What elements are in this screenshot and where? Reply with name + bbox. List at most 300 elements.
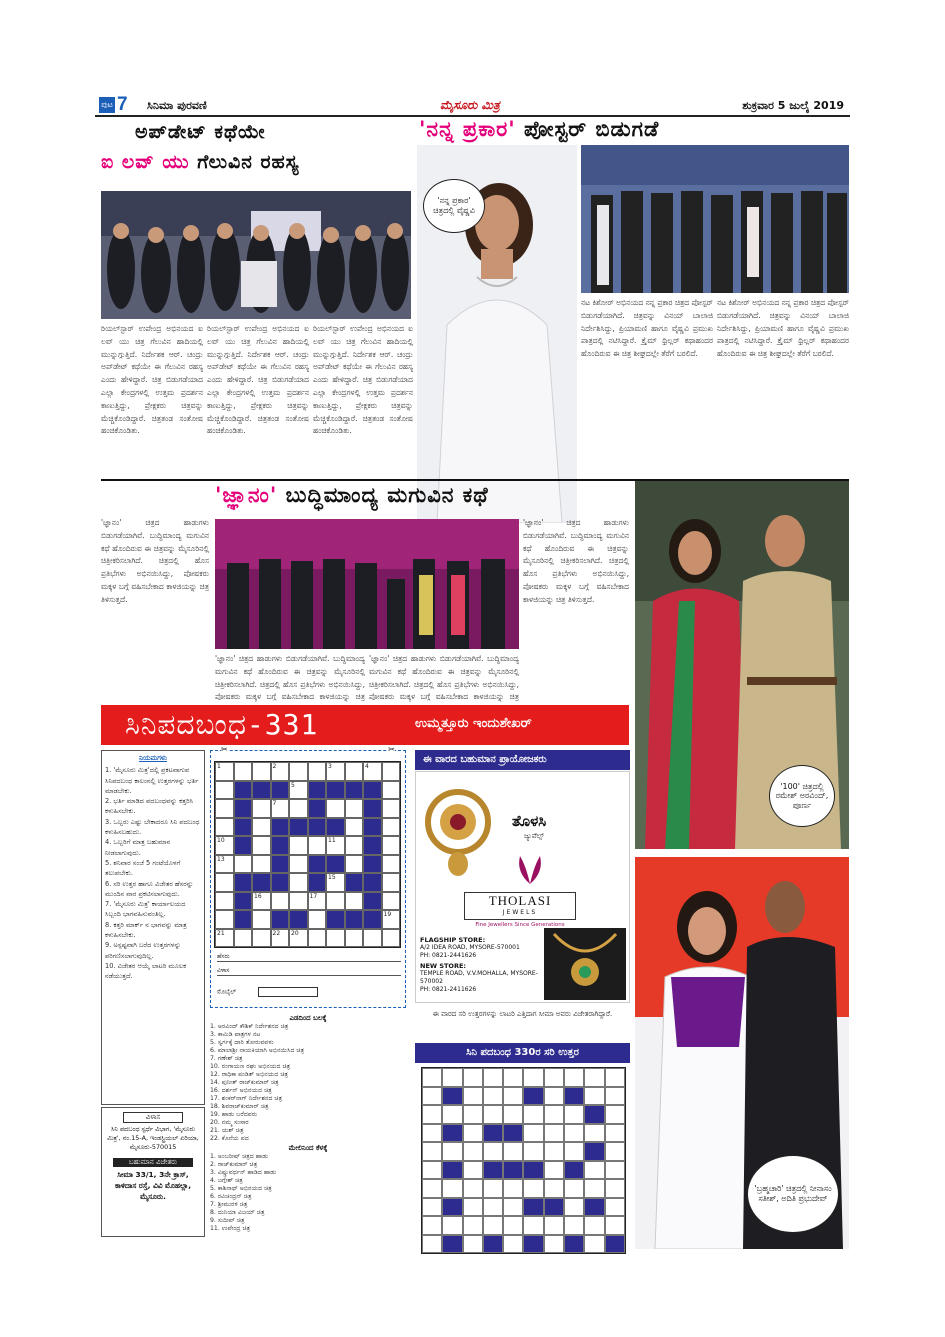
story3-headline-highlight: 'ಜ್ಞಾನಂ'	[215, 483, 278, 507]
grid-cell	[271, 910, 290, 929]
clue-item: 19. ಹಾಡು ಬರೆದವರು	[210, 1111, 258, 1118]
sponsor-header: ಈ ವಾರದ ಬಹುಮಾನ ಪ್ರಾಯೋಜಕರು	[415, 750, 630, 770]
clue-item: 3. ಕಾಮಿಡಿ ಪಾತ್ರಗಳ ನಟ	[210, 1031, 261, 1038]
answer-cell	[442, 1087, 462, 1106]
clue-item: 6. ಮಾಲಾಶ್ರೀ ನಾಯಕಿಯಾಗಿ ಅಭಿನಯಿಸಿದ ಚಿತ್ರ	[210, 1047, 305, 1054]
rule-item: 8. ಕತ್ತರಿ ಮಾರ್ಕ್ ನ ಭಾಗವನ್ನು ಮಾತ್ರ ಕಳುಹಿಸಬೇಕು.	[105, 920, 187, 940]
grid-cell	[252, 873, 271, 892]
clue-item: 7. ಶ್ರೀಮುರಳಿ ಚಿತ್ರ	[210, 1201, 248, 1208]
grid-cell[interactable]	[289, 892, 308, 911]
grid-cell[interactable]	[308, 929, 327, 948]
answer-cell	[605, 1105, 625, 1124]
clue-item: 11. ಉಪೇಂದ್ರ ಚಿತ್ರ	[210, 1225, 251, 1232]
clue-item: 10. ರಂಗಾಯಣ ರಘು ಅಭಿನಯದ ಚಿತ್ರ	[210, 1063, 291, 1070]
answer-cell	[564, 1105, 584, 1124]
answer-cell	[463, 1124, 483, 1143]
sponsor-sub: ಜ್ಯುವೆಲ್ಸ್	[524, 832, 544, 840]
answer-cell	[422, 1235, 442, 1254]
grid-cell[interactable]	[215, 873, 234, 892]
grid-cell[interactable]	[382, 836, 401, 855]
grid-cell[interactable]: 3	[326, 762, 345, 781]
grid-cell	[234, 910, 253, 929]
grid-cell[interactable]: 19	[382, 910, 401, 929]
answer-cell	[422, 1216, 442, 1235]
clue-item: 5. ಕಾಶಿನಾಥ್ ಅಭಿನಯದ ಚಿತ್ರ	[210, 1185, 272, 1192]
answer-cell	[463, 1179, 483, 1198]
clue-item: 3. ವಿಷ್ಣುವರ್ಧನ್ ಹಾಡಿದ ಹಾಡು	[210, 1169, 277, 1176]
grid-cell[interactable]	[345, 836, 364, 855]
answer-cell	[523, 1068, 543, 1087]
clue-item: 22. ಕೊನೆಯ ಪದ	[210, 1135, 249, 1142]
answer-cell	[523, 1179, 543, 1198]
answer-cell	[564, 1216, 584, 1235]
rule-item: 6. ಸರಿ ಉತ್ತರ ಹಾಗೂ ವಿಜೇತರ ಹೆಸರನ್ನು ಮುಂದಿನ ವಾರ ಪ್ರಕಟಿಸಲಾಗುವುದು.	[105, 879, 194, 898]
answer-cell	[605, 1161, 625, 1180]
crossword-author: ಉಮ್ಮತ್ತೂರು ಇಂದುಶೇಖರ್	[415, 716, 532, 731]
story3-headline-rest: ಬುದ್ಧಿಮಾಂದ್ಯ ಮಗುವಿನ ಕಥೆ	[285, 483, 489, 507]
grid-cell[interactable]	[382, 799, 401, 818]
answer-cell	[503, 1124, 523, 1143]
story3-group-photo	[215, 519, 519, 649]
answer-cell	[584, 1179, 604, 1198]
answer-cell	[422, 1161, 442, 1180]
grid-cell[interactable]	[382, 781, 401, 800]
clue-item: 18. ಶಿವರಾಜ್‌ಕುಮಾರ್ ಚಿತ್ರ	[210, 1103, 269, 1110]
grid-cell[interactable]	[382, 873, 401, 892]
grid-cell[interactable]	[252, 855, 271, 874]
grid-cell	[326, 855, 345, 874]
story1-column-3: ರಿಯಲ್‌ಸ್ಟಾರ್ ಉಪೇಂದ್ರ ಅಭಿನಯದ ಐ ಲವ್ ಯು ಚಿತ್ರ ಗೆಲುವಿನ ಹಾದಿಯಲ್ಲಿ ಮುನ್ನುಗ್ಗುತ್ತಿದೆ. ನಿರ್ದೇಶಕ ಆರ್. ಚಂದ್ರು ಅಪ್‌ಡೇಟ್ ಕಥೆಯೇ ಈ ಗೆಲುವಿನ ರಹಸ್ಯ ಎಂದು ಹೇಳಿದ್ದಾರೆ. ಚಿತ್ರ ಬಿಡುಗಡೆಯಾದ ಎಲ್ಲಾ ಕೇಂದ್ರಗಳಲ್ಲಿ ಉತ್ತಮ ಪ್ರದರ್ಶನ ಕಾಣುತ್ತಿದ್ದು, ಪ್ರೇಕ್ಷಕರು ಚಿತ್ರವನ್ನು ಮೆಚ್ಚಿಕೊಂಡಿದ್ದಾರೆ. ಚಿತ್ರತಂಡ ಸಂತೋಷ ಹಂಚಿಕೊಂಡಿತು.	[313, 324, 413, 436]
clue-item: 2. ರಾಜ್‌ಕುಮಾರ್ ಚಿತ್ರ	[210, 1161, 258, 1168]
answer-cell	[523, 1124, 543, 1143]
pendant-icon	[544, 928, 626, 1000]
answer-cell	[605, 1198, 625, 1217]
answer-cell	[463, 1235, 483, 1254]
grid-cell	[271, 873, 290, 892]
scissors-icon: ✂	[221, 745, 228, 754]
answer-cell	[463, 1068, 483, 1087]
story1-headline-line1: ಅಪ್‌ಡೇಟ್ ಕಥೆಯೇ	[135, 121, 266, 143]
clues-across-title: ಎಡದಿಂದ ಬಲಕ್ಕೆ	[289, 1014, 327, 1022]
answer-cell	[422, 1087, 442, 1106]
story1-column-2: ರಿಯಲ್‌ಸ್ಟಾರ್ ಉಪೇಂದ್ರ ಅಭಿನಯದ ಐ ಲವ್ ಯು ಚಿತ್ರ ಗೆಲುವಿನ ಹಾದಿಯಲ್ಲಿ ಮುನ್ನುಗ್ಗುತ್ತಿದೆ. ನಿರ್ದೇಶಕ ಆರ್. ಚಂದ್ರು ಅಪ್‌ಡೇಟ್ ಕಥೆಯೇ ಈ ಗೆಲುವಿನ ರಹಸ್ಯ ಎಂದು ಹೇಳಿದ್ದಾರೆ. ಚಿತ್ರ ಬಿಡುಗಡೆಯಾದ ಎಲ್ಲಾ ಕೇಂದ್ರಗಳಲ್ಲಿ ಉತ್ತಮ ಪ್ರದರ್ಶನ ಕಾಣುತ್ತಿದ್ದು, ಪ್ರೇಕ್ಷಕರು ಚಿತ್ರವನ್ನು ಮೆಚ್ಚಿಕೊಂಡಿದ್ದಾರೆ. ಚಿತ್ರತಂಡ ಸಂತೋಷ ಹಂಚಿಕೊಂಡಿತು.	[207, 324, 309, 436]
phone-boxes[interactable]	[258, 987, 318, 997]
story1-column-1: ರಿಯಲ್‌ಸ್ಟಾರ್ ಉಪೇಂದ್ರ ಅಭಿನಯದ ಐ ಲವ್ ಯು ಚಿತ್ರ ಗೆಲುವಿನ ಹಾದಿಯಲ್ಲಿ ಮುನ್ನುಗ್ಗುತ್ತಿದೆ. ನಿರ್ದೇಶಕ ಆರ್. ಚಂದ್ರು ಅಪ್‌ಡೇಟ್ ಕಥೆಯೇ ಈ ಗೆಲುವಿನ ರಹಸ್ಯ ಎಂದು ಹೇಳಿದ್ದಾರೆ. ಚಿತ್ರ ಬಿಡುಗಡೆಯಾದ ಎಲ್ಲಾ ಕೇಂದ್ರಗಳಲ್ಲಿ ಉತ್ತಮ ಪ್ರದರ್ಶನ ಕಾಣುತ್ತಿದ್ದು, ಪ್ರೇಕ್ಷಕರು ಚಿತ್ರವನ್ನು ಮೆಚ್ಚಿಕೊಂಡಿದ್ದಾರೆ. ಚಿತ್ರತಂಡ ಸಂತೋಷ ಹಂಚಿಕೊಂಡಿತು.	[101, 324, 203, 436]
answer-cell	[544, 1179, 564, 1198]
answer-cell	[584, 1068, 604, 1087]
answer-cell	[584, 1216, 604, 1235]
clues-down-title: ಮೇಲಿನಿಂದ ಕೆಳಕ್ಕೆ	[288, 1144, 328, 1152]
grid-cell[interactable]: 10	[215, 836, 234, 855]
grid-cell	[234, 892, 253, 911]
answer-cell	[483, 1216, 503, 1235]
grid-cell	[308, 818, 327, 837]
answer-cell	[605, 1216, 625, 1235]
form-address-label: ವಿಳಾಸ	[217, 967, 230, 974]
answer-cell	[564, 1124, 584, 1143]
answer-cell	[442, 1216, 462, 1235]
rule-item: 9. ಅಸ್ಪಷ್ಟವಾಗಿ ಬರೆದ ಉತ್ತರಗಳನ್ನು ಪರಿಗಣಿಸಲಾಗುವುದಿಲ್ಲ.	[105, 941, 181, 960]
answer-cell	[503, 1087, 523, 1106]
grid-cell[interactable]	[308, 836, 327, 855]
grid-cell[interactable]: 2	[271, 762, 290, 781]
grid-cell[interactable]	[382, 929, 401, 948]
grid-cell[interactable]	[252, 836, 271, 855]
clue-item: 9. ಸುದೀಪ್ ಚಿತ್ರ	[210, 1217, 245, 1224]
answer-cell	[584, 1198, 604, 1217]
winner-box-text: ಸೀಮಾ 33/1, 3ನೇ ಕ್ರಾಸ್, ಕಾಳಿದಾಸ ರಸ್ತೆ, ವಿವಿ ಮೊಹಲ್ಲಾ, ಮೈಸೂರು.	[114, 1170, 192, 1201]
grid-cell[interactable]	[215, 818, 234, 837]
answer-cell	[463, 1216, 483, 1235]
masthead: ಮೈಸೂರು ಮಿತ್ರ	[440, 98, 500, 112]
page-header	[95, 95, 850, 117]
grid-cell[interactable]	[252, 910, 271, 929]
grid-cell[interactable]	[215, 910, 234, 929]
grid-cell[interactable]: 17	[308, 892, 327, 911]
grid-cell[interactable]	[345, 892, 364, 911]
grid-cell	[234, 818, 253, 837]
grid-cell	[363, 781, 382, 800]
crossword-address-box	[101, 1107, 205, 1237]
grid-cell	[308, 855, 327, 874]
answer-cell	[442, 1142, 462, 1161]
grid-cell	[234, 799, 253, 818]
grid-cell[interactable]: 22	[271, 929, 290, 948]
grid-cell	[363, 892, 382, 911]
issue-date: ಶುಕ್ರವಾರ 5 ಜುಲೈ 2019	[742, 99, 844, 112]
grid-cell[interactable]	[326, 799, 345, 818]
answer-cell	[422, 1068, 442, 1087]
answer-cell	[544, 1198, 564, 1217]
grid-cell	[363, 818, 382, 837]
answer-cell	[523, 1087, 543, 1106]
form-name-field[interactable]	[217, 953, 401, 962]
grid-cell[interactable]	[234, 855, 253, 874]
grid-cell	[289, 818, 308, 837]
crossword-title: ಸಿನಿಪದಬಂಧ-331	[125, 708, 319, 741]
grid-cell[interactable]	[289, 762, 308, 781]
grid-cell	[345, 873, 364, 892]
answer-cell	[442, 1161, 462, 1180]
answer-cell	[442, 1179, 462, 1198]
grid-cell[interactable]	[252, 799, 271, 818]
grid-cell[interactable]	[289, 873, 308, 892]
form-phone-field[interactable]	[217, 987, 318, 997]
answer-cell	[503, 1068, 523, 1087]
answer-cell	[463, 1142, 483, 1161]
winner-note: ಈ ವಾರದ ಸರಿ ಉತ್ತರಗಳನ್ನು ಲಾಟರಿ ಎತ್ತಿದಾಗ ಸೀಮಾ ಅವರು ವಿಜೇತರಾಗಿದ್ದಾರೆ.	[432, 1010, 613, 1018]
story3-column-1: 'ಜ್ಞಾನಂ' ಚಿತ್ರದ ಹಾಡುಗಳು ಬಿಡುಗಡೆಯಾಗಿವೆ. ಬುದ್ಧಿಮಾಂದ್ಯ ಮಗುವಿನ ಕಥೆ ಹೊಂದಿರುವ ಈ ಚಿತ್ರವನ್ನು ಮೈಸೂರಿನಲ್ಲಿ ಚಿತ್ರೀಕರಿಸಲಾಗಿದೆ. ಚಿತ್ರದಲ್ಲಿ ಹೊಸ ಪ್ರತಿಭೆಗಳು ಅಭಿನಯಿಸಿದ್ದು, ಪೋಷಕರು ಮಕ್ಕಳ ಬಗ್ಗೆ ವಹಿಸಬೇಕಾದ ಕಾಳಜಿಯನ್ನು ಚಿತ್ರ ತಿಳಿಸುತ್ತದೆ.	[101, 518, 209, 604]
grid-cell[interactable]	[234, 929, 253, 948]
answer-cell	[463, 1105, 483, 1124]
answer-cell	[483, 1235, 503, 1254]
grid-cell[interactable]	[308, 910, 327, 929]
grid-cell[interactable]: 1	[215, 762, 234, 781]
grid-cell[interactable]	[382, 892, 401, 911]
form-address-field[interactable]	[217, 967, 401, 976]
story3-headline	[215, 483, 489, 508]
brand-name: THOLASI	[488, 893, 552, 908]
grid-cell[interactable]	[345, 799, 364, 818]
clue-item: 4. ಜಗ್ಗೇಶ್ ಚಿತ್ರ	[210, 1177, 243, 1184]
flagship-label: FLAGSHIP STORE:	[420, 936, 486, 944]
answer-cell	[503, 1179, 523, 1198]
grid-cell[interactable]	[252, 762, 271, 781]
grid-cell	[289, 910, 308, 929]
crossword-rules	[101, 750, 205, 1105]
answer-cell	[605, 1124, 625, 1143]
story2-headline	[419, 117, 659, 142]
answer-cell	[503, 1198, 523, 1217]
answer-cell	[523, 1235, 543, 1254]
answer-cell	[442, 1105, 462, 1124]
brand-tagline: Fine Jewellers Since Generations	[475, 922, 565, 928]
answer-cell	[422, 1124, 442, 1143]
answer-cell	[483, 1105, 503, 1124]
answer-cell	[463, 1198, 483, 1217]
answer-cell	[605, 1179, 625, 1198]
answer-cell	[483, 1087, 503, 1106]
answer-cell	[564, 1179, 584, 1198]
crossword-banner	[101, 705, 629, 745]
answer-cell	[422, 1179, 442, 1198]
answer-cell	[544, 1087, 564, 1106]
grid-cell[interactable]: 4	[363, 762, 382, 781]
answer-cell	[564, 1142, 584, 1161]
grid-cell	[252, 781, 271, 800]
film-brahmachari-caption: 'ಬ್ರಹ್ಮಚಾರಿ' ಚಿತ್ರದಲ್ಲಿ ನೀನಾಸಂ ಸತೀಶ್, ಅದಿತಿ ಪ್ರಭುದೇವ್	[747, 1155, 839, 1233]
answer-cell	[442, 1198, 462, 1217]
sponsor-name: ತೊಳಸಿ	[512, 812, 547, 830]
story2-column-2: ನಟ ಕಿಶೋರ್ ಅಭಿನಯದ ನನ್ನ ಪ್ರಕಾರ ಚಿತ್ರದ ಪೋಸ್ಟರ್ ಬಿಡುಗಡೆಯಾಗಿದೆ. ಚಿತ್ರವನ್ನು ವಿನಯ್ ಬಾಲಾಜಿ ನಿರ್ದೇಶಿಸಿದ್ದು, ಪ್ರಿಯಾಮಣಿ ಹಾಗೂ ವೈಷ್ಣವಿ ಪ್ರಮುಖ ಪಾತ್ರದಲ್ಲಿ ನಟಿಸಿದ್ದಾರೆ. ಕ್ರೈಮ್ ಥ್ರಿಲ್ಲರ್ ಕಥಾಹಂದರ ಹೊಂದಿರುವ ಈ ಚಿತ್ರ ಶೀಘ್ರದಲ್ಲೇ ತೆರೆಗೆ ಬರಲಿದೆ.	[717, 298, 849, 359]
crossword-cutout[interactable]	[210, 745, 406, 1008]
answer-cell	[483, 1124, 503, 1143]
answer-cell	[564, 1068, 584, 1087]
winner-box-title: ಬಹುಮಾನ ವಿಜೇತರು	[113, 1158, 193, 1167]
grid-cell[interactable]	[215, 781, 234, 800]
answer-cell	[564, 1161, 584, 1180]
rule-item: 4. ಒಬ್ಬರಿಗೆ ಮಾತ್ರ ಬಹುಮಾನ ನೀಡಲಾಗುವುದು.	[105, 838, 171, 857]
clue-item: 17. ಶಂಕರ್‌ನಾಗ್ ನಿರ್ದೇಶನದ ಚಿತ್ರ	[210, 1095, 283, 1102]
story2-headline-rest: ಪೋಸ್ಟರ್ ಬಿಡುಗಡೆ	[524, 117, 660, 141]
answer-cell	[503, 1105, 523, 1124]
grid-cell	[234, 836, 253, 855]
answer-cell	[463, 1161, 483, 1180]
rule-item: 1. 'ಮೈಸೂರು ಮಿತ್ರ'ದಲ್ಲಿ ಪ್ರಕಟವಾಗುವ ಸಿನಿಪದಬಂಧ ಕಾಲಂನಲ್ಲಿ ಉತ್ತರಗಳನ್ನು ಭರ್ತಿ ಮಾಡಬೇಕು.	[105, 766, 199, 795]
clue-item: 21. ಯಶ್ ಚಿತ್ರ	[210, 1127, 244, 1134]
answer-cell	[523, 1105, 543, 1124]
rule-item: 5. ಶನಿವಾರ ಸಂಜೆ 5 ಗಂಟೆಯೊಳಗೆ ತಲುಪಬೇಕು.	[105, 858, 181, 878]
new-store-address: TEMPLE ROAD, V.V.MOHALLA, MYSORE-570002	[420, 970, 538, 985]
answer-cell	[584, 1161, 604, 1180]
grid-cell[interactable]	[326, 929, 345, 948]
story2-photo-tag: 'ನನ್ನ ಪ್ರಕಾರ' ಚಿತ್ರದಲ್ಲಿ ವೈಷ್ಣವಿ	[423, 179, 485, 233]
grid-cell	[363, 836, 382, 855]
clue-item: 8. ದುನಿಯಾ ವಿಜಯ್ ಚಿತ್ರ	[210, 1209, 265, 1216]
grid-cell[interactable]	[345, 818, 364, 837]
brand-box	[464, 892, 576, 920]
grid-cell[interactable]	[289, 855, 308, 874]
grid-cell	[326, 781, 345, 800]
answer-cell	[544, 1105, 564, 1124]
answer-cell	[483, 1161, 503, 1180]
brand-sub: JEWELS	[502, 909, 538, 916]
answer-cell	[483, 1198, 503, 1217]
grid-cell[interactable]	[289, 799, 308, 818]
answer-cell	[544, 1068, 564, 1087]
story1-headline-line2	[101, 151, 299, 173]
answer-cell	[544, 1124, 564, 1143]
answer-cell	[503, 1216, 523, 1235]
grid-cell[interactable]: 7	[271, 799, 290, 818]
grid-cell[interactable]: 13	[215, 855, 234, 874]
grid-cell	[308, 873, 327, 892]
grid-cell[interactable]	[215, 799, 234, 818]
grid-cell	[271, 781, 290, 800]
necklace-icon	[422, 778, 494, 878]
answer-cell	[523, 1216, 543, 1235]
answer-cell	[544, 1142, 564, 1161]
answer-cell	[544, 1216, 564, 1235]
grid-cell[interactable]	[215, 892, 234, 911]
grid-cell	[326, 818, 345, 837]
clues-down-list	[210, 1153, 406, 1233]
grid-cell[interactable]	[363, 929, 382, 948]
answer-cell	[503, 1161, 523, 1180]
story1-headline-highlight: ಐ ಲವ್ ಯು	[101, 151, 190, 173]
grid-cell[interactable]	[382, 818, 401, 837]
clue-item: 16. ದರ್ಶನ್ ಅಭಿನಯದ ಚಿತ್ರ	[210, 1087, 272, 1094]
answer-cell	[523, 1198, 543, 1217]
rule-item: 3. ಒಬ್ಬರು ಎಷ್ಟು ಬೇಕಾದರೂ ಸಿನಿ ಪದಬಂಧ ಕಳುಹಿಸಬಹುದು.	[105, 817, 200, 837]
grid-cell[interactable]	[345, 929, 364, 948]
grid-cell	[363, 910, 382, 929]
clue-item: 5. ಸ್ವರ್ಗಕ್ಕೆ ದಾರಿ ತೋರುವವಳು	[210, 1039, 274, 1046]
film-100-caption: '100' ಚಿತ್ರದಲ್ಲಿ ರಮೇಶ್ ಅರವಿಂದ್, ಪೂರ್ಣ	[769, 765, 835, 827]
new-store-label: NEW STORE:	[420, 962, 466, 970]
clue-item: 12. ರಾಧಿಕಾ ಪಂಡಿತ್ ಅಭಿನಯದ ಚಿತ್ರ	[210, 1071, 289, 1078]
story3-column-2: 'ಜ್ಞಾನಂ' ಚಿತ್ರದ ಹಾಡುಗಳು ಬಿಡುಗಡೆಯಾಗಿವೆ. ಬುದ್ಧಿಮಾಂದ್ಯ ಮಗುವಿನ ಕಥೆ ಹೊಂದಿರುವ ಈ ಚಿತ್ರವನ್ನು ಮೈಸೂರಿನಲ್ಲಿ ಚಿತ್ರೀಕರಿಸಲಾಗಿದೆ. ಚಿತ್ರದಲ್ಲಿ ಹೊಸ ಪ್ರತಿಭೆಗಳು ಅಭಿನಯಿಸಿದ್ದು, ಪೋಷಕರು ಮಕ್ಕಳ ಬಗ್ಗೆ ವಹಿಸಬೇಕಾದ ಕಾಳಜಿಯನ್ನು ಚಿತ್ರ	[215, 654, 365, 702]
clue-item: 7. ಗಣೇಶ್ ಚಿತ್ರ	[210, 1055, 243, 1062]
grid-cell[interactable]	[252, 818, 271, 837]
story1-headline-rest: ಗೆಲುವಿನ ರಹಸ್ಯ	[197, 151, 300, 173]
flagship-address: A/2 IDEA ROAD, MYSORE-570001	[420, 944, 520, 951]
grid-cell[interactable]: 20	[289, 929, 308, 948]
answer-cell	[564, 1235, 584, 1254]
address-box-text: ಸಿನಿ ಪದಬಂಧ ಸ್ಪರ್ಧೆ ವಿಭಾಗ, 'ಮೈಸೂರು ಮಿತ್ರ', ನಂ.15-A, ಇಂಡಸ್ಟ್ರಿಯಲ್ ಏರಿಯಾ, ಮೈಸೂರು-570015	[107, 1125, 199, 1151]
grid-cell	[345, 781, 364, 800]
rules-title: ನಿಯಮಗಳು	[139, 754, 167, 762]
answer-header: ಸಿನಿ ಪದಬಂಧ 330ರ ಸರಿ ಉತ್ತರ	[415, 1043, 630, 1063]
answer-cell	[442, 1068, 462, 1087]
clue-item: 6. ರವಿಚಂದ್ರನ್ ಚಿತ್ರ	[210, 1193, 252, 1200]
crossword-grid[interactable]	[214, 761, 401, 948]
grid-cell	[363, 855, 382, 874]
clues-across-list	[210, 1023, 406, 1143]
grid-cell[interactable]	[345, 855, 364, 874]
story2-column-1: ನಟ ಕಿಶೋರ್ ಅಭಿನಯದ ನನ್ನ ಪ್ರಕಾರ ಚಿತ್ರದ ಪೋಸ್ಟರ್ ಬಿಡುಗಡೆಯಾಗಿದೆ. ಚಿತ್ರವನ್ನು ವಿನಯ್ ಬಾಲಾಜಿ ನಿರ್ದೇಶಿಸಿದ್ದು, ಪ್ರಿಯಾಮಣಿ ಹಾಗೂ ವೈಷ್ಣವಿ ಪ್ರಮುಖ ಪಾತ್ರದಲ್ಲಿ ನಟಿಸಿದ್ದಾರೆ. ಕ್ರೈಮ್ ಥ್ರಿಲ್ಲರ್ ಕಥಾಹಂದರ ಹೊಂದಿರುವ ಈ ಚಿತ್ರ ಶೀಘ್ರದಲ್ಲೇ ತೆರೆಗೆ ಬರಲಿದೆ.	[581, 298, 713, 359]
new-store-phone: PH: 0821-2411626	[420, 986, 477, 993]
answer-cell	[584, 1235, 604, 1254]
grid-cell[interactable]	[271, 892, 290, 911]
grid-cell[interactable]	[382, 762, 401, 781]
section-title: ಸಿನಿಮಾ ಪುರವಣಿ	[147, 99, 207, 112]
answer-cell	[564, 1198, 584, 1217]
newspaper-page	[95, 95, 850, 1255]
answer-cell	[483, 1179, 503, 1198]
answer-cell	[605, 1142, 625, 1161]
clue-item: 14. ಪುನೀತ್ ರಾಜ್‌ಕುಮಾರ್ ಚಿತ್ರ	[210, 1079, 279, 1086]
answer-cell	[422, 1198, 442, 1217]
answer-cell	[442, 1235, 462, 1254]
clue-item: 20. ನಮ್ಮ ಸಂಸಾರ	[210, 1119, 249, 1126]
answer-cell	[442, 1124, 462, 1143]
grid-cell[interactable]	[234, 762, 253, 781]
answer-cell	[503, 1142, 523, 1161]
answer-cell	[483, 1142, 503, 1161]
grid-cell[interactable]	[345, 762, 364, 781]
answer-grid	[421, 1067, 626, 1254]
grid-cell	[234, 873, 253, 892]
grid-cell	[271, 818, 290, 837]
answer-cell	[605, 1068, 625, 1087]
rule-item: 10. ವಿಜೇತರ ಆಯ್ಕೆ ಲಾಟರಿ ಮೂಲಕ ನಡೆಯುತ್ತದೆ.	[105, 961, 187, 981]
grid-cell[interactable]: 5	[289, 781, 308, 800]
grid-cell	[363, 873, 382, 892]
grid-cell[interactable]: 15	[326, 873, 345, 892]
answer-cell	[523, 1161, 543, 1180]
grid-cell	[308, 781, 327, 800]
answer-cell	[584, 1087, 604, 1106]
page-number: 7	[117, 94, 128, 115]
answer-cell	[564, 1087, 584, 1106]
answer-cell	[544, 1161, 564, 1180]
answer-cell	[503, 1235, 523, 1254]
grid-cell	[308, 799, 327, 818]
grid-cell	[326, 910, 345, 929]
grid-cell[interactable]	[308, 762, 327, 781]
grid-cell	[271, 855, 290, 874]
story1-group-photo	[101, 191, 411, 319]
grid-cell[interactable]	[382, 855, 401, 874]
grid-cell[interactable]	[252, 929, 271, 948]
tholasi-advert	[415, 771, 630, 1003]
page-label: ಪುಟ	[99, 97, 115, 113]
story2-group-photo	[581, 145, 849, 293]
crossword-clues	[210, 1013, 406, 1249]
peacock-logo-icon	[512, 852, 548, 886]
answer-cell	[605, 1235, 625, 1254]
clue-item: 1. ಅರವಿಂದ್ ಕೌಶಿಕ್ ನಿರ್ದೇಶನದ ಚಿತ್ರ	[210, 1023, 289, 1030]
grid-cell	[345, 910, 364, 929]
rule-item: 7. 'ಮೈಸೂರು ಮಿತ್ರ' ಕಾರ್ಯಾಲಯದ ಸಿಬ್ಬಂದಿ ಭಾಗವಹಿಸುವಂತಿಲ್ಲ.	[105, 900, 186, 919]
answer-cell	[422, 1105, 442, 1124]
clue-item: 1. ಅಂಬರೀಷ್ ಚಿತ್ರದ ಹಾಡು	[210, 1153, 269, 1160]
grid-cell[interactable]	[289, 836, 308, 855]
story3-column-4: 'ಜ್ಞಾನಂ' ಚಿತ್ರದ ಹಾಡುಗಳು ಬಿಡುಗಡೆಯಾಗಿವೆ. ಬುದ್ಧಿಮಾಂದ್ಯ ಮಗುವಿನ ಕಥೆ ಹೊಂದಿರುವ ಈ ಚಿತ್ರವನ್ನು ಮೈಸೂರಿನಲ್ಲಿ ಚಿತ್ರೀಕರಿಸಲಾಗಿದೆ. ಚಿತ್ರದಲ್ಲಿ ಹೊಸ ಪ್ರತಿಭೆಗಳು ಅಭಿನಯಿಸಿದ್ದು, ಪೋಷಕರು ಮಕ್ಕಳ ಬಗ್ಗೆ ವಹಿಸಬೇಕಾದ ಕಾಳಜಿಯನ್ನು ಚಿತ್ರ ತಿಳಿಸುತ್ತದೆ.	[523, 518, 629, 604]
grid-cell[interactable]: 11	[326, 836, 345, 855]
grid-cell[interactable]: 16	[252, 892, 271, 911]
answer-cell	[584, 1142, 604, 1161]
flagship-phone: PH: 0821-2441626	[420, 952, 477, 959]
answer-cell	[584, 1124, 604, 1143]
answer-cell	[483, 1068, 503, 1087]
grid-cell[interactable]	[326, 892, 345, 911]
grid-cell[interactable]: 21	[215, 929, 234, 948]
scissors-icon: ✂	[388, 745, 395, 754]
answer-cell	[422, 1142, 442, 1161]
grid-cell	[271, 836, 290, 855]
